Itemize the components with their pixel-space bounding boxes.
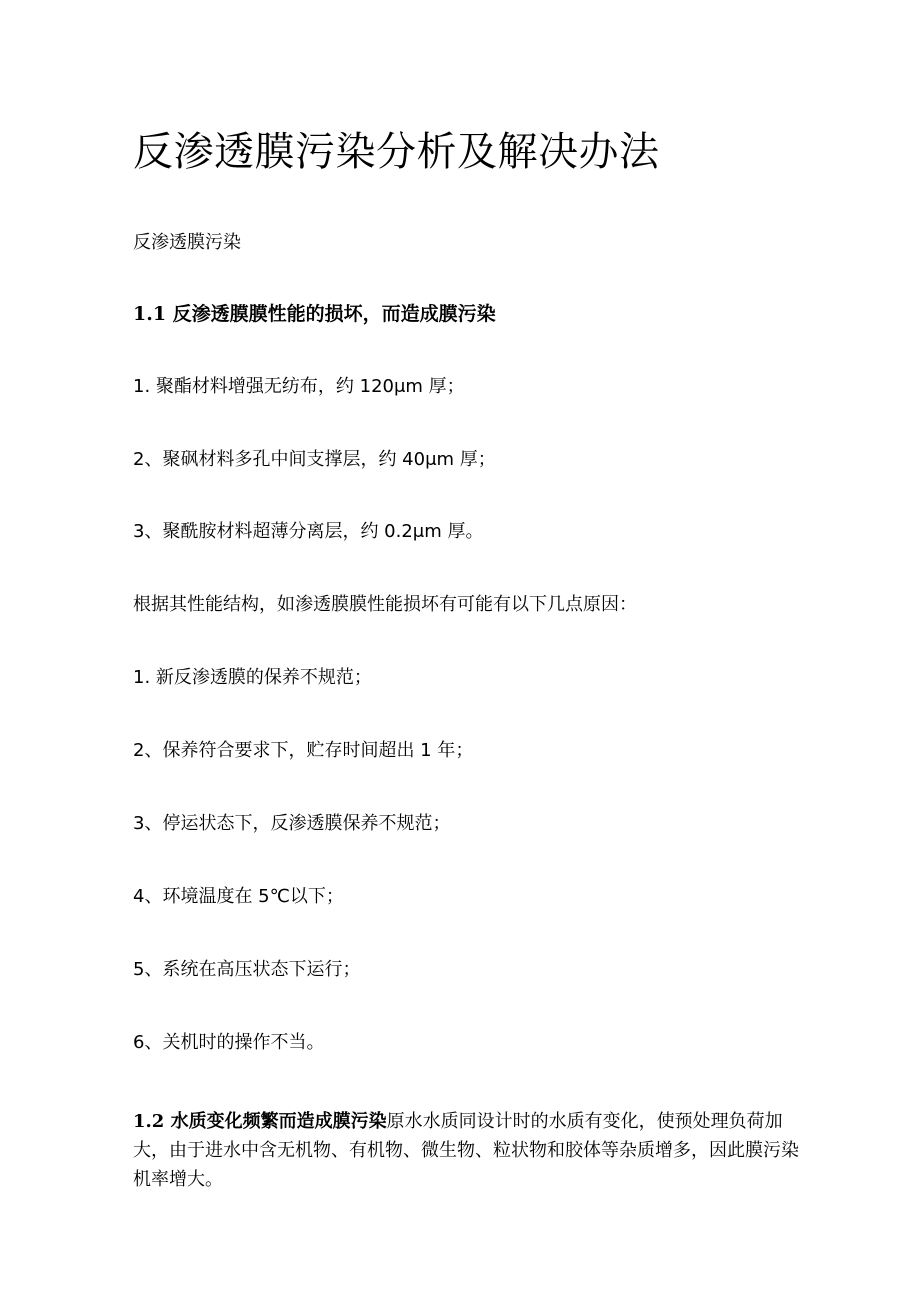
section-2-body: 原水水质同设计时的水质有变化，使预处理负荷加大，由于进水中含无机物、有机物、微生物、粒状物和胶体等杂质增多，因此膜污染机率增大。	[133, 1111, 799, 1190]
causes-intro: 根据其性能结构，如渗透膜膜性能损坏有可能有以下几点原因：	[133, 594, 637, 615]
section-1-number: 1.1	[133, 303, 167, 325]
section-1-heading-text: 反渗透膜膜性能的损坏，而造成膜污染	[166, 303, 496, 325]
cause-item-4: 4、环境温度在 5℃以下；	[133, 886, 344, 907]
cause-item-3: 3、停运状态下，反渗透膜保养不规范；	[133, 813, 451, 834]
cause-item-1: 1. 新反渗透膜的保养不规范；	[133, 667, 372, 688]
section-1-heading	[133, 300, 496, 328]
section-2-heading	[133, 1111, 387, 1132]
document-title: 反渗透膜污染分析及解决办法	[133, 129, 660, 175]
layer-item-3: 3、聚酰胺材料超薄分离层，约 0.2μm 厚。	[133, 521, 484, 542]
cause-item-2: 2、保养符合要求下，贮存时间超出 1 年；	[133, 740, 474, 761]
section-2-number: 1.2	[133, 1111, 165, 1132]
layer-item-2: 2、聚砜材料多孔中间支撑层，约 40μm 厚；	[133, 449, 496, 470]
layer-item-1: 1. 聚酯材料增强无纺布，约 120μm 厚；	[133, 376, 465, 397]
document-subtitle: 反渗透膜污染	[133, 232, 241, 253]
cause-item-5: 5、系统在高压状态下运行；	[133, 959, 361, 980]
section-2-heading-text: 水质变化频繁而造成膜污染	[164, 1111, 387, 1132]
cause-item-6: 6、关机时的操作不当。	[133, 1032, 325, 1053]
section-2-paragraph	[133, 1107, 803, 1194]
